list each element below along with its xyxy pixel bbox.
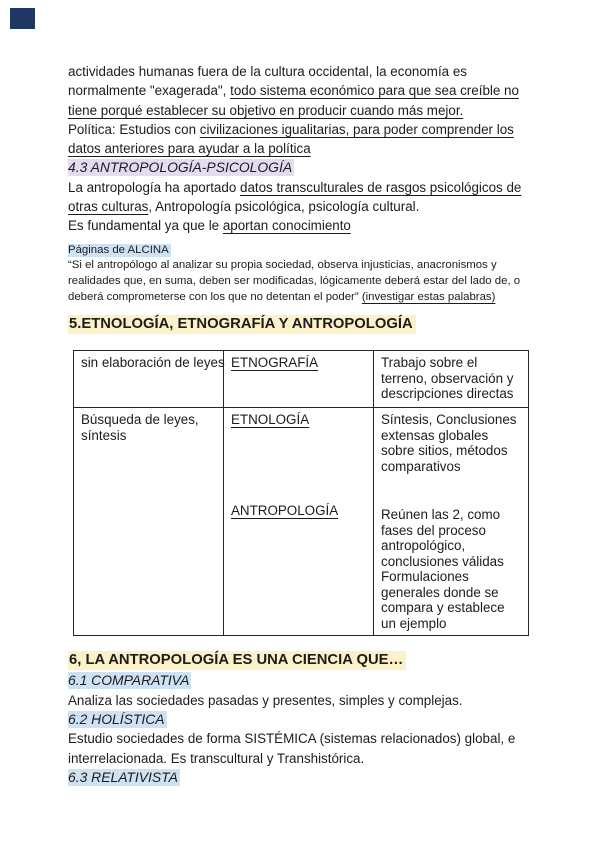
text-run: , Antropología psicológica, psicología cultural. (148, 199, 420, 215)
text-line (68, 274, 538, 290)
cell-paragraph-antropologia: Reúnen las 2, como fases del proceso antropológico, conclusiones válidas Formulaciones generales donde se compara y establece un ejemplo (381, 507, 505, 631)
table-cell-row2-right (374, 408, 528, 635)
subheading-6-1: 6.1 COMPARATIVA (68, 672, 190, 689)
underlined-text-run: aportan conocimiento (222, 218, 351, 234)
cell-term-etnografia: ETNOGRAFÍA (231, 355, 319, 371)
heading-4-3: 4.3 ANTROPOLOGÍA-PSICOLOGÍA (68, 159, 293, 176)
table-cell-row2-left (74, 408, 224, 635)
spacer (68, 335, 538, 350)
text-run: Analiza las sociedades pasadas y presentes, simples y complejas. (68, 692, 463, 708)
subheading-6-3: 6.3 RELATIVISTA (68, 768, 178, 785)
etnografia-etnologia-table (73, 350, 529, 636)
text-line (68, 81, 538, 100)
text-line (68, 290, 538, 306)
underlined-text-run: civilizaciones igualitarias, para poder comprender los (199, 121, 514, 137)
text-run: Es fundamental ya que le (68, 218, 223, 234)
text-run: Política: Estudios con (68, 121, 200, 137)
cell-paragraph-etnologia: Síntesis, Conclusiones extensas globales sobre sitios, métodos comparativos (381, 412, 517, 474)
text-line (68, 216, 538, 235)
subheading-6-1-line (68, 671, 538, 690)
text-run: realidades que, en suma, deben ser modificadas, lógicamente deberá estar del lado de, o (68, 275, 521, 288)
text-line (68, 749, 538, 768)
text-line (68, 197, 538, 216)
spacer (68, 636, 538, 650)
underlined-text-run: datos transculturales de rasgos psicológicos de (240, 179, 522, 195)
text-line (68, 178, 538, 197)
alcina-label: Páginas de ALCINA (68, 243, 169, 256)
table-cell-row2-mid (224, 408, 374, 635)
heading-4-3-line (68, 158, 538, 177)
cell-term-antropologia (231, 503, 368, 519)
underlined-text-run: (investigar estas palabras) (361, 290, 496, 303)
underlined-text-run: tiene porqué establecer su objetivo en producir cuando más mejor. (68, 102, 464, 118)
text-run: normalmente "exagerada", (68, 83, 231, 99)
text-line (68, 139, 538, 158)
cell-term-text: ETNOLOGÍA (231, 412, 310, 428)
underlined-text-run: otras culturas (68, 199, 149, 215)
text-run: La antropología ha aportado (68, 179, 240, 195)
section-5-heading-line (68, 314, 538, 335)
table-cell-row1-mid (224, 351, 374, 408)
spacer (68, 236, 538, 243)
subheading-6-2: 6.2 HOLÍSTICA (68, 711, 165, 728)
text-run: Estudio sociedades de forma SISTÉMICA (sistemas relacionados) global, e (68, 731, 516, 747)
paragraph-psicologia (68, 178, 538, 236)
text-run: deberá comprometerse con los que no detentan el poder” (68, 290, 362, 303)
text-run: actividades humanas fuera de la cultura occidental, la economía es (68, 64, 467, 79)
paragraph-economia (68, 62, 538, 158)
document-content (68, 62, 538, 787)
text-line (68, 258, 538, 274)
cell-text: Búsqueda de leyes, síntesis (81, 412, 199, 443)
text-line (68, 691, 538, 710)
text-run: interrelacionada. Es transcultural y Transhistórica. (68, 750, 365, 766)
section-6-heading: 6, LA ANTROPOLOGÍA ES UNA CIENCIA QUE… (68, 651, 406, 670)
alcina-label-line (68, 243, 538, 259)
cell-text: Trabajo sobre el terreno, observación y descripciones directas (381, 355, 514, 402)
text-line (68, 120, 538, 139)
section-6-heading-line (68, 650, 538, 671)
text-line (68, 101, 538, 120)
subheading-6-3-line (68, 768, 538, 787)
alcina-quote (68, 258, 538, 305)
underlined-text-run: datos anteriores para ayudar a la política (68, 141, 311, 157)
cell-text: sin elaboración de leyes (81, 355, 225, 371)
text-line (68, 62, 538, 81)
underlined-text-run: todo sistema económico para que sea creíble no (230, 83, 519, 99)
cell-term-etnologia (231, 412, 368, 428)
subheading-6-2-line (68, 710, 538, 729)
cell-term-text: ANTROPOLOGÍA (231, 502, 339, 518)
text-run: “Si el antropólogo al analizar su propia sociedad, observa injusticias, anacronismos y (68, 259, 497, 272)
text-line (68, 729, 538, 748)
table-cell-row1-right (374, 351, 528, 408)
section-5-heading: 5.ETNOLOGÍA, ETNOGRAFÍA Y ANTROPOLOGÍA (68, 315, 416, 334)
spacer (68, 305, 538, 314)
page-corner-marker (10, 8, 35, 29)
table-cell-row1-left (74, 351, 224, 408)
